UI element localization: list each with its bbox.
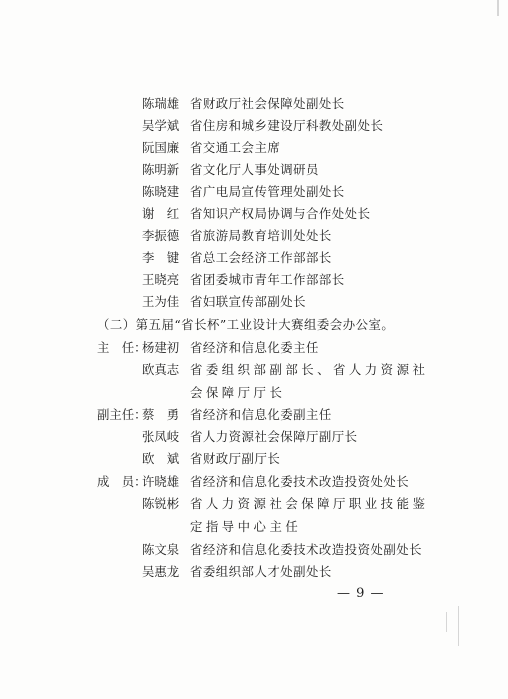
member-title: 省总工会经济工作部部长: [190, 250, 332, 265]
scan-mark: [497, 0, 499, 16]
member-title: 省委组织部副部长、省人力资源社会保障厅厅长: [190, 362, 429, 400]
member-title: 省财政厅社会保障处副处长: [190, 96, 345, 111]
role-label-director: 主 任：: [97, 340, 147, 355]
page-number: — 9 —: [337, 586, 385, 601]
member-name: 许晓雄: [142, 474, 180, 489]
member-name: 谢 红: [142, 206, 180, 221]
member-name: 蔡 勇: [142, 407, 180, 422]
member-name: 李 键: [142, 250, 180, 265]
scan-mark: [446, 612, 447, 632]
member-title: 省广电局宣传管理处副处长: [190, 184, 345, 199]
member-title: 省人力资源社会保障厅副厅长: [190, 429, 358, 444]
member-name: 吴惠龙: [142, 564, 180, 579]
member-name: 王为佳: [142, 294, 180, 309]
member-name: 欧真志: [142, 362, 180, 377]
member-title: 省文化厅人事处调研员: [190, 162, 319, 177]
member-title: 省团委城市青年工作部部长: [190, 272, 345, 287]
member-title: 省人力资源社会保障厅职业技能鉴定指导中心主任: [190, 496, 429, 534]
member-title: 省交通工会主席: [190, 140, 281, 155]
member-name: 王晓亮: [142, 272, 180, 287]
member-name: 李振德: [142, 228, 180, 243]
member-title: 省经济和信息化委技术改造投资处副处长: [190, 542, 423, 557]
member-name: 吴学斌: [142, 118, 180, 133]
member-title: 省妇联宣传部副处长: [190, 294, 307, 309]
member-title: 省旅游局教育培训处处长: [190, 228, 332, 243]
role-label-members: 成 员：: [97, 474, 147, 489]
member-name: 陈明新: [142, 162, 180, 177]
member-name: 欧 斌: [142, 451, 180, 466]
role-label-deputy: 副主任：: [97, 407, 147, 422]
member-name: 陈晓建: [142, 184, 180, 199]
member-title: 省经济和信息化委主任: [190, 340, 319, 355]
member-title: 省财政厅副厅长: [190, 451, 281, 466]
member-name: 杨建初: [142, 340, 180, 355]
member-title: 省知识产权局协调与合作处处长: [190, 206, 371, 221]
member-name: 陈文泉: [142, 542, 180, 557]
member-title: 省经济和信息化委副主任: [190, 407, 332, 422]
member-name: 阮国廉: [142, 140, 180, 155]
section-heading: （二）第五届“省长杯”工业设计大赛组委会办公室。: [97, 317, 395, 332]
member-title: 省住房和城乡建设厅科教处副处长: [190, 118, 384, 133]
member-name: 陈瑞雄: [142, 96, 180, 111]
member-name: 张凤岐: [142, 429, 180, 444]
member-title: 省委组织部人才处副处长: [190, 564, 332, 579]
member-name: 陈锐彬: [142, 496, 180, 511]
scan-mark: [458, 606, 459, 646]
member-title: 省经济和信息化委技术改造投资处处长: [190, 474, 410, 489]
